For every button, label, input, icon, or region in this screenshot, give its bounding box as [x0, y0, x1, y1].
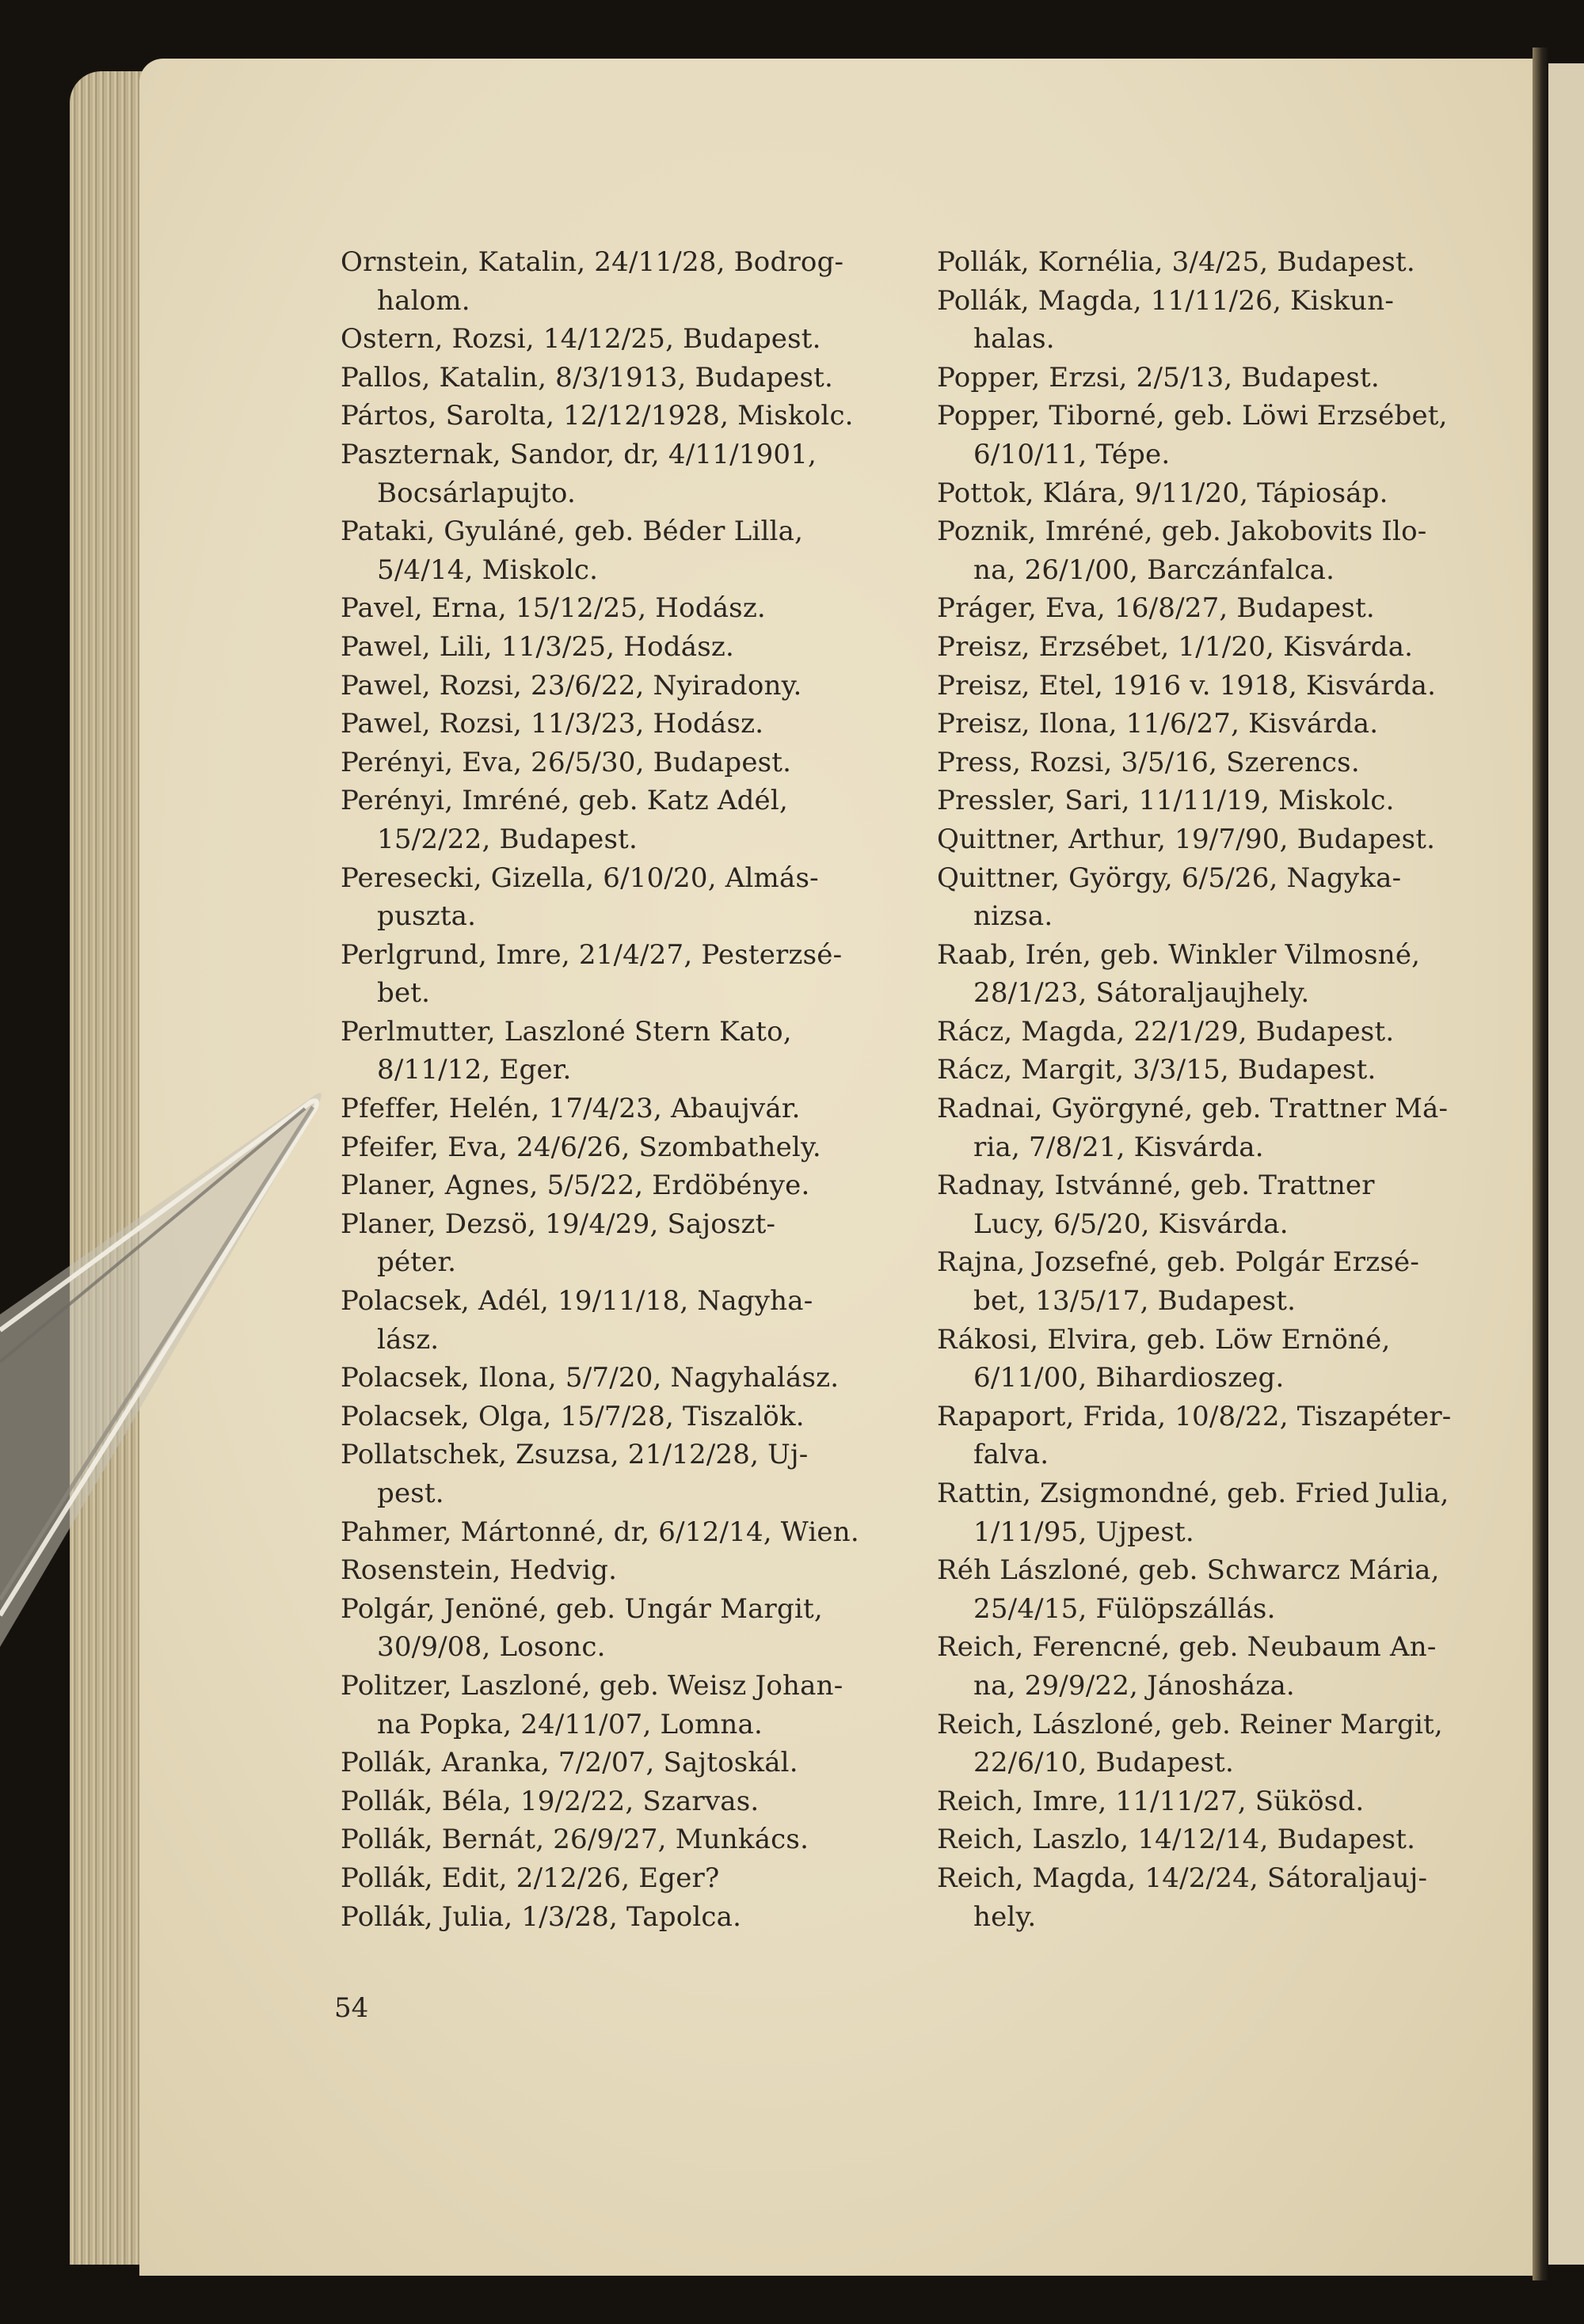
entry-line: Ornstein, Katalin, 24/11/28, Bodrog-: [341, 246, 844, 278]
entry-line: Popper, Erzsi, 2/5/13, Budapest.: [937, 361, 1380, 394]
entry-line: nizsa.: [973, 900, 1053, 933]
page-number: 54: [334, 1992, 369, 2024]
entry-line: Polgár, Jenöné, geb. Ungár Margit,: [341, 1592, 823, 1625]
entry-line: Politzer, Laszloné, geb. Weisz Johan-: [341, 1669, 843, 1702]
entry-line: 28/1/23, Sátoraljaujhely.: [973, 977, 1310, 1010]
entry-line: 8/11/12, Eger.: [377, 1054, 572, 1086]
entry-line: falva.: [973, 1439, 1049, 1471]
entry-line: lász.: [377, 1323, 440, 1356]
entry-line: 5/4/14, Miskolc.: [377, 553, 599, 586]
entry-line: Perényi, Eva, 26/5/30, Budapest.: [341, 746, 792, 778]
entry-line: Polacsek, Olga, 15/7/28, Tiszalök.: [341, 1400, 805, 1432]
entry-line: Pollatschek, Zsuzsa, 21/12/28, Uj-: [341, 1439, 809, 1471]
entry-line: puszta.: [377, 900, 477, 933]
entry-line: Rosenstein, Hedvig.: [341, 1554, 618, 1587]
entry-line: Rajna, Jozsefné, geb. Polgár Erzsé-: [937, 1246, 1420, 1279]
entry-line: Raab, Irén, geb. Winkler Vilmosné,: [937, 938, 1421, 971]
entry-line: 6/10/11, Tépe.: [973, 438, 1171, 470]
entry-line: Pawel, Rozsi, 11/3/23, Hodász.: [341, 708, 764, 740]
entry-line: Pawel, Rozsi, 23/6/22, Nyiradony.: [341, 669, 802, 702]
entry-line: Pollák, Magda, 11/11/26, Kiskun-: [937, 284, 1395, 317]
entry-line: 1/11/95, Ujpest.: [973, 1516, 1194, 1548]
entry-line: Perlmutter, Laszloné Stern Kato,: [341, 1015, 792, 1048]
entry-line: Reich, Imre, 11/11/27, Sükösd.: [937, 1785, 1365, 1817]
entry-line: Planer, Dezsö, 19/4/29, Sajoszt-: [341, 1208, 776, 1240]
entry-line: 22/6/10, Budapest.: [973, 1747, 1235, 1779]
entry-line: 30/9/08, Losonc.: [377, 1631, 606, 1664]
entry-line: Perényi, Imréné, geb. Katz Adél,: [341, 785, 788, 817]
entry-line: Pollák, Béla, 19/2/22, Szarvas.: [341, 1785, 760, 1817]
entry-line: Preisz, Etel, 1916 v. 1918, Kisvárda.: [937, 669, 1437, 702]
entry-line: 25/4/15, Fülöpszállás.: [973, 1592, 1276, 1625]
entry-line: Rapaport, Frida, 10/8/22, Tiszapéter-: [937, 1400, 1452, 1432]
entry-line: Pawel, Lili, 11/3/25, Hodász.: [341, 630, 734, 663]
entry-line: Popper, Tiborné, geb. Löwi Erzsébet,: [937, 400, 1448, 432]
entry-line: Press, Rozsi, 3/5/16, Szerencs.: [937, 746, 1360, 778]
entry-line: pest.: [377, 1478, 444, 1509]
entry-line: Quittner, György, 6/5/26, Nagyka-: [937, 862, 1402, 894]
entry-line: Peresecki, Gizella, 6/10/20, Almás-: [341, 862, 819, 894]
entry-line: Pfeffer, Helén, 17/4/23, Abaujvár.: [341, 1093, 801, 1125]
entry-line: Práger, Eva, 16/8/27, Budapest.: [937, 592, 1375, 625]
entry-line: Réh Lászloné, geb. Schwarcz Mária,: [937, 1554, 1440, 1587]
entry-line: Rákosi, Elvira, geb. Löw Ernöné,: [937, 1323, 1391, 1356]
entry-line: péter.: [377, 1246, 457, 1279]
entry-line: Reich, Magda, 14/2/24, Sátoraljauj-: [937, 1862, 1428, 1894]
entry-line: 6/11/00, Bihardioszeg.: [973, 1362, 1285, 1394]
entry-line: Pottok, Klára, 9/11/20, Tápiosáp.: [937, 477, 1388, 509]
entry-line: Reich, Laszlo, 14/12/14, Budapest.: [937, 1824, 1416, 1856]
entry-line: na, 26/1/00, Barczánfalca.: [973, 553, 1335, 586]
entry-line: Quittner, Arthur, 19/7/90, Budapest.: [937, 823, 1436, 855]
entry-line: Rattin, Zsigmondné, geb. Fried Julia,: [937, 1478, 1449, 1509]
entry-line: Pollák, Aranka, 7/2/07, Sajtoskál.: [341, 1747, 798, 1779]
entry-line: Pressler, Sari, 11/11/19, Miskolc.: [937, 785, 1395, 817]
entry-line: Reich, Ferencné, geb. Neubaum An-: [937, 1631, 1437, 1664]
entry-line: na, 29/9/22, Jánosháza.: [973, 1669, 1295, 1702]
entry-line: 15/2/22, Budapest.: [377, 823, 638, 855]
entry-line: Preisz, Ilona, 11/6/27, Kisvárda.: [937, 708, 1379, 740]
entry-line: Rácz, Margit, 3/3/15, Budapest.: [937, 1054, 1376, 1086]
entry-line: Pfeifer, Eva, 24/6/26, Szombathely.: [341, 1131, 821, 1163]
entry-line: Pártos, Sarolta, 12/12/1928, Miskolc.: [341, 400, 854, 432]
entry-line: Pollák, Kornélia, 3/4/25, Budapest.: [937, 246, 1415, 278]
entry-line: Planer, Agnes, 5/5/22, Erdöbénye.: [341, 1170, 810, 1202]
entry-line: Polacsek, Adél, 19/11/18, Nagyha-: [341, 1285, 813, 1318]
entry-line: Pollák, Bernát, 26/9/27, Munkács.: [341, 1824, 809, 1856]
entry-line: Pavel, Erna, 15/12/25, Hodász.: [341, 592, 766, 625]
entry-line: Radnai, Györgyné, geb. Trattner Má-: [937, 1093, 1449, 1125]
entry-line: Polacsek, Ilona, 5/7/20, Nagyhalász.: [341, 1362, 840, 1394]
entry-line: ria, 7/8/21, Kisvárda.: [973, 1131, 1264, 1163]
entry-line: bet.: [377, 977, 431, 1010]
entry-line: Lucy, 6/5/20, Kisvárda.: [973, 1208, 1289, 1240]
entry-line: Preisz, Erzsébet, 1/1/20, Kisvárda.: [937, 630, 1414, 663]
entry-line: Pallos, Katalin, 8/3/1913, Budapest.: [341, 361, 834, 394]
entry-line: Poznik, Imréné, geb. Jakobovits Ilo-: [937, 515, 1427, 548]
entry-line: Bocsárlapujto.: [377, 477, 576, 509]
entry-line: Pahmer, Mártonné, dr, 6/12/14, Wien.: [341, 1516, 859, 1548]
entry-line: Pollák, Julia, 1/3/28, Tapolca.: [341, 1900, 742, 1933]
entry-line: Perlgrund, Imre, 21/4/27, Pesterzsé-: [341, 938, 843, 971]
entry-line: Ostern, Rozsi, 14/12/25, Budapest.: [341, 323, 821, 356]
entry-line: Rácz, Magda, 22/1/29, Budapest.: [937, 1015, 1395, 1048]
entry-line: Reich, Lászloné, geb. Reiner Margit,: [937, 1708, 1443, 1740]
entry-line: Paszternak, Sandor, dr, 4/11/1901,: [341, 438, 817, 470]
entry-line: na Popka, 24/11/07, Lomna.: [377, 1708, 763, 1740]
entry-line: hely.: [973, 1900, 1037, 1933]
entry-line: halom.: [377, 284, 470, 317]
entry-line: Pataki, Gyuláné, geb. Béder Lilla,: [341, 515, 804, 548]
entry-line: halas.: [973, 323, 1055, 356]
entry-line: bet, 13/5/17, Budapest.: [973, 1285, 1297, 1318]
entry-line: Radnay, Istvánné, geb. Trattner: [937, 1170, 1375, 1202]
entry-line: Pollák, Edit, 2/12/26, Eger?: [341, 1862, 720, 1894]
